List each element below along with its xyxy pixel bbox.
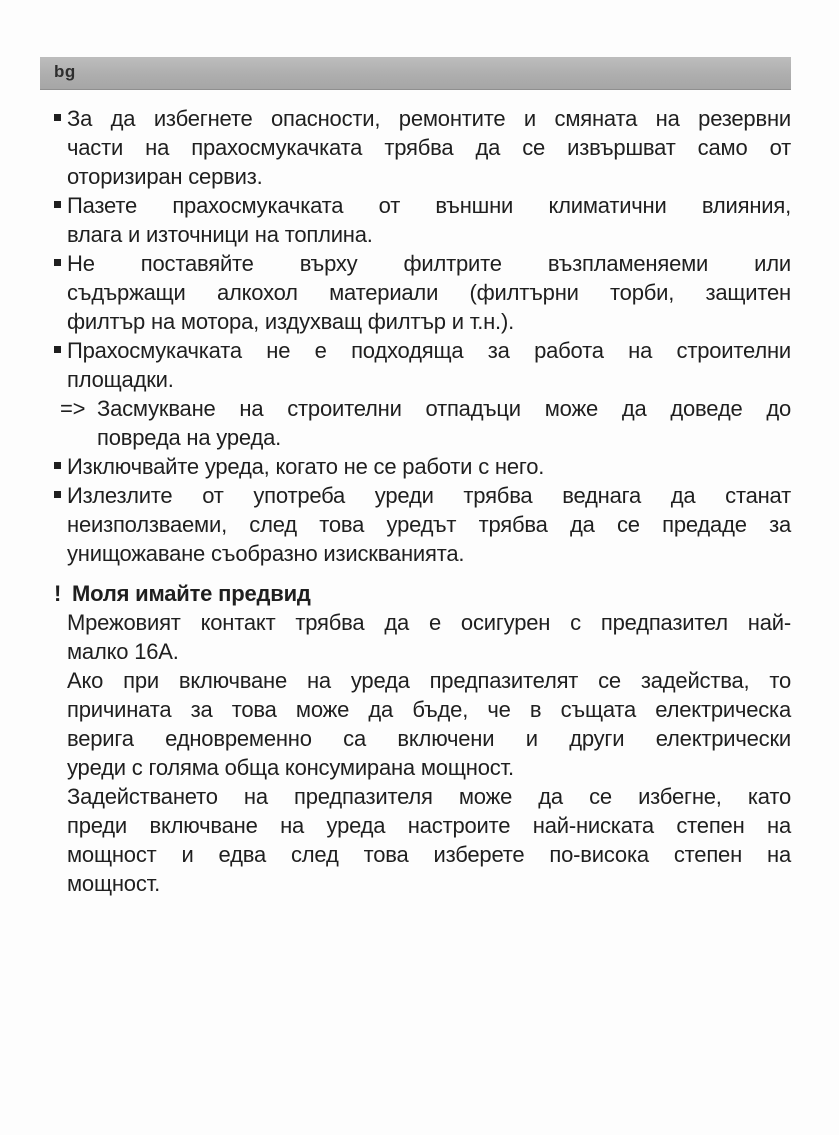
text-line: съдържащи алкохол материали (филтърни торби, защитен xyxy=(67,280,791,305)
text-line: площадки. xyxy=(67,367,174,392)
text-line: Пазете прахосмукачката от външни климатични влияния, xyxy=(67,193,791,218)
text-line: преди включване на уреда настроите най-ниската степен на xyxy=(67,813,791,838)
text-line: Ако при включване на уреда предпазителят се задейства, то xyxy=(67,668,791,693)
content-area xyxy=(53,104,791,898)
text-line: уреди с голяма обща консумирана мощност. xyxy=(67,755,514,780)
text-line: повреда на уреда. xyxy=(97,425,282,450)
text-line: части на прахосмукачката трябва да се извършват само от xyxy=(67,135,791,160)
text-line: неизползваеми, след това уредът трябва да се предаде за xyxy=(67,512,791,537)
exclamation-marker: ! xyxy=(54,581,62,606)
bullet-square-icon xyxy=(54,259,61,266)
text-line: унищожаване съобразно изискванията. xyxy=(67,541,465,566)
text-line: малко 16А. xyxy=(67,639,179,664)
text-line: Не поставяйте върху филтрите възпламеняеми или xyxy=(67,251,791,276)
bullet-square-icon xyxy=(54,201,61,208)
note-paragraph xyxy=(53,782,791,898)
text-line: филтър на мотора, издухващ филтър и т.н.). xyxy=(67,309,515,334)
text-line: влага и източници на топлина. xyxy=(67,222,373,247)
bullet-item xyxy=(53,481,791,568)
note-heading-text: Моля имайте предвид xyxy=(72,581,311,606)
bullet-item xyxy=(53,104,791,191)
language-label: bg xyxy=(54,62,76,81)
bullet-square-icon xyxy=(54,114,61,121)
bullet-square-icon xyxy=(54,462,61,469)
note-section xyxy=(53,579,791,898)
bullet-item xyxy=(53,191,791,249)
text-line: Прахосмукачката не е подходяща за работа на строителни xyxy=(67,338,791,363)
arrow-marker: => xyxy=(60,396,86,421)
bullet-item xyxy=(53,336,791,394)
note-paragraph xyxy=(53,666,791,782)
consequence-subitem xyxy=(53,394,791,452)
bullet-item xyxy=(53,452,791,481)
text-line: Изключвайте уреда, когато не се работи с него. xyxy=(67,454,545,479)
bullet-square-icon xyxy=(54,491,61,498)
text-line: Засмукване на строителни отпадъци може да доведе до xyxy=(97,396,791,421)
text-line: Излезлите от употреба уреди трябва веднага да станат xyxy=(67,483,791,508)
text-line: Задействането на предпазителя може да се избегне, като xyxy=(67,784,791,809)
bullet-item xyxy=(53,249,791,336)
text-line: причината за това може да бъде, че в същата електрическа xyxy=(67,697,791,722)
note-paragraph xyxy=(53,608,791,666)
text-line: мощност. xyxy=(67,871,160,896)
text-line: Мрежовият контакт трябва да е осигурен с предпазител най- xyxy=(67,610,791,635)
text-line: За да избегнете опасности, ремонтите и смяната на резервни xyxy=(67,106,791,131)
language-header-bar xyxy=(40,57,791,90)
bullet-square-icon xyxy=(54,346,61,353)
text-line: мощност и едва след това изберете по-висока степен на xyxy=(67,842,791,867)
note-heading xyxy=(53,579,791,608)
text-line: оторизиран сервиз. xyxy=(67,164,263,189)
text-line: верига едновременно са включени и други електрически xyxy=(67,726,791,751)
